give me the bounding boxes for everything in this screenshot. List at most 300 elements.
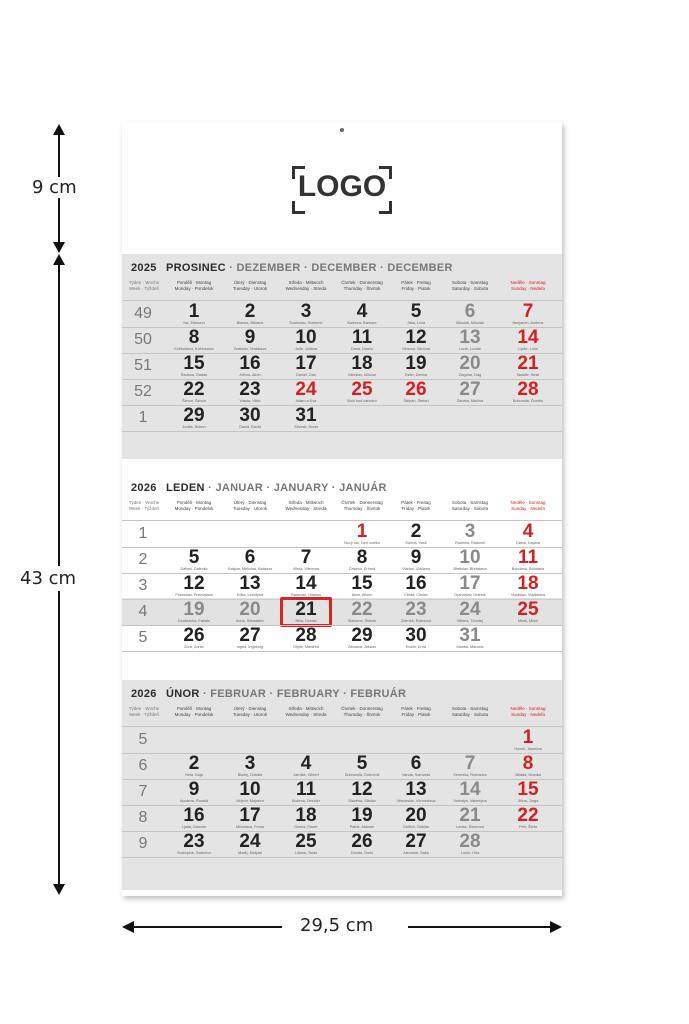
weekday-line2: Friday · Piatok [401, 506, 431, 511]
weekday-line2: Week · Týždeň [128, 712, 160, 717]
name-day: Silvestr, Horst [294, 425, 318, 429]
weekday-line1: Pondělí · Montag [176, 500, 212, 505]
day-cell [389, 806, 443, 830]
name-day: Milada, Hranka [515, 773, 541, 777]
name-day: Doubravka, Fabián [177, 619, 211, 623]
weekday-line2: Monday · Pondelok [174, 506, 214, 511]
day-number: 1 [188, 301, 200, 322]
day-cell [443, 380, 497, 404]
name-day: Blanka, Bibiana [236, 321, 264, 325]
name-day: Veronika, Romanka [453, 773, 487, 777]
day-number: 5 [410, 301, 422, 322]
name-day: Ingrid, Ingeborg [236, 645, 264, 649]
day-cell [222, 626, 278, 650]
day-cell [334, 754, 390, 778]
day-cell [222, 806, 278, 830]
name-day: Mikuláš, Mikuláš [456, 321, 484, 325]
day-cell [166, 328, 222, 352]
weekday-line2: Wednesday · Streda [285, 286, 327, 291]
month-panel [122, 254, 562, 459]
weekday-line2: Thursday · Štvrtok [343, 286, 381, 291]
day-number: 3 [244, 753, 256, 774]
day-cell [166, 354, 222, 378]
day-number: 25 [295, 831, 317, 852]
day-number: 3 [464, 521, 476, 542]
calendar-header [122, 122, 562, 254]
day-cell [222, 406, 278, 430]
weekday-line2: Wednesday · Streda [285, 712, 327, 717]
weekday-line2: Thursday · Štvrtok [343, 712, 381, 717]
name-day: Julie, Juliána [295, 347, 317, 351]
width-arrow-right [550, 921, 562, 933]
day-number: 30 [239, 405, 261, 426]
name-day: Štěpán, Štefan [403, 399, 429, 403]
day-cell [497, 328, 559, 352]
day-number: 26 [405, 379, 427, 400]
day-cell [497, 728, 559, 752]
weekday-line2: Monday · Pondelok [174, 286, 214, 291]
name-day: Vladislav, Vladislava [510, 593, 546, 597]
day-number: 23 [405, 599, 427, 620]
day-cell [389, 574, 443, 598]
month-year: 2026 [131, 482, 157, 494]
day-number: 27 [405, 831, 427, 852]
day-cell [443, 832, 497, 856]
name-day: Alice, Alison [351, 593, 373, 597]
week-number: 6 [138, 757, 148, 774]
name-day: Dorota, Doris [350, 851, 374, 855]
weekday-line1: Čtvrtek · Donnerstag [341, 280, 383, 285]
name-day: Albína, Albín [239, 373, 261, 377]
name-day: Judita, Nekon [182, 425, 206, 429]
name-day: Svatoslav, Svetomír [289, 321, 323, 325]
weekday-line1: Úterý · Dienstag [233, 500, 267, 505]
month-title [122, 254, 562, 280]
day-number: 31 [295, 405, 317, 426]
weekday-line1: Pátek · Freitag [401, 280, 431, 285]
name-day: Květoslava, Květoslava [174, 347, 214, 351]
day-number: 11 [351, 327, 373, 348]
day-number: 18 [295, 805, 317, 826]
day-number: 18 [351, 353, 373, 374]
day-number: 20 [405, 805, 427, 826]
day-number: 25 [517, 599, 539, 620]
day-cell [166, 780, 222, 804]
week-number: 1 [138, 525, 148, 542]
name-day: Boží hod vánoční [347, 399, 377, 403]
week-number: 50 [134, 331, 152, 348]
body-height-label: 43 cm [20, 568, 77, 589]
week-number: 8 [138, 809, 148, 826]
day-cell [443, 328, 497, 352]
day-number: 18 [517, 573, 539, 594]
day-number: 9 [244, 327, 256, 348]
day-cell [334, 780, 390, 804]
day-cell [278, 806, 334, 830]
day-cell [334, 548, 390, 572]
day-number: 8 [356, 547, 368, 568]
day-cell [497, 522, 559, 546]
day-number: 15 [183, 353, 205, 374]
day-cell [278, 380, 334, 404]
weekday-line1: Neděle · Sonntag [510, 706, 546, 711]
day-cell [389, 302, 443, 326]
day-number: 28 [459, 831, 481, 852]
day-cell [166, 626, 222, 650]
day-number: 19 [351, 805, 373, 826]
day-cell [497, 780, 559, 804]
name-day: Vratislav, Vratislava [233, 347, 267, 351]
header-divider [122, 726, 562, 727]
week-number: 3 [138, 577, 148, 594]
day-number: 23 [183, 831, 205, 852]
day-number: 22 [351, 599, 373, 620]
name-day: Pravoslav, Pravoslava [175, 593, 213, 597]
day-number: 14 [517, 327, 539, 348]
weekday-line1: Sobota · Samstag [451, 500, 489, 505]
day-number: 27 [239, 625, 261, 646]
day-cell [166, 806, 222, 830]
day-number: 22 [517, 805, 539, 826]
day-number: 9 [188, 779, 200, 800]
month-year: 2026 [131, 688, 157, 700]
name-day: Bohumila, Ďumbo [512, 399, 544, 403]
day-number: 19 [183, 599, 205, 620]
name-day: Milena, Timotej [457, 619, 483, 623]
header-divider [122, 300, 562, 301]
day-cell [334, 832, 390, 856]
name-day: Vanda, Samanta [401, 773, 430, 777]
day-number: 12 [405, 327, 427, 348]
day-number: 25 [351, 379, 373, 400]
name-day: Slavomír, Slávek [347, 619, 377, 623]
name-day: Radana, Radan [180, 373, 208, 377]
month-panel [122, 680, 562, 890]
day-cell [222, 780, 278, 804]
width-line-left [132, 926, 282, 928]
day-cell [497, 380, 559, 404]
name-day: Věnceslav, Věnceslava [396, 799, 436, 803]
day-number: 19 [405, 353, 427, 374]
day-cell [166, 302, 222, 326]
name-day: Běla, Dorota [295, 619, 317, 623]
day-cell [166, 380, 222, 404]
day-cell [166, 406, 222, 430]
name-day: Alexandr, Saša [403, 851, 429, 855]
day-number: 26 [351, 831, 373, 852]
name-day: Otýlie, Manfréd [293, 645, 319, 649]
week-divider [122, 651, 562, 652]
day-number: 11 [517, 547, 539, 568]
name-day: Oldřich, Oldrián [402, 825, 430, 829]
weekday-line1: Středa · Mittwoch [288, 500, 324, 505]
day-number: 20 [239, 599, 261, 620]
weekday-line1: Neděle · Sonntag [510, 500, 546, 505]
day-cell [389, 354, 443, 378]
day-cell [334, 380, 390, 404]
weekday-line1: Sobota · Samstag [451, 706, 489, 711]
weekday-line1: Týden · Woche [128, 706, 160, 711]
week-number: 4 [138, 603, 148, 620]
weekday-line2: Monday · Pondelok [174, 712, 214, 717]
day-number: 15 [517, 779, 539, 800]
day-cell [389, 600, 443, 624]
day-number: 2 [244, 301, 256, 322]
day-number: 6 [410, 753, 422, 774]
name-day: Miloslava, Frona [236, 825, 264, 829]
name-day: Natálie, Nesil [516, 373, 540, 377]
day-cell [497, 600, 559, 624]
day-number: 29 [351, 625, 373, 646]
name-day: Nela, Kaja [185, 773, 203, 777]
month-title [122, 680, 562, 706]
name-day: Mojmír, Mojmíra [236, 799, 264, 803]
name-day: Liliana, Taras [294, 851, 318, 855]
weekday-line1: Pátek · Freitag [401, 706, 431, 711]
day-number: 13 [239, 573, 261, 594]
day-cell [166, 832, 222, 856]
day-number: 17 [459, 573, 481, 594]
header-height-label: 9 cm [32, 177, 77, 198]
logo-placeholder [292, 166, 392, 214]
name-day: Daniel, Dan [296, 373, 316, 377]
day-number: 6 [464, 301, 476, 322]
name-day: David, Dávid [239, 425, 261, 429]
day-number: 21 [517, 353, 539, 374]
name-day: Jiřina, Jorga [517, 799, 539, 803]
day-cell [443, 754, 497, 778]
name-day: Petr, Štefa [519, 825, 537, 829]
name-day: Radmila, Radomil [455, 541, 485, 545]
day-cell [222, 380, 278, 404]
day-number: 10 [295, 327, 317, 348]
day-cell [389, 780, 443, 804]
day-cell [443, 574, 497, 598]
day-number: 23 [239, 379, 261, 400]
day-cell [222, 754, 278, 778]
name-day: Dana, Dančo [350, 347, 374, 351]
day-cell [443, 600, 497, 624]
day-cell [497, 754, 559, 778]
day-cell [278, 406, 334, 430]
weekday-line1: Pátek · Freitag [401, 500, 431, 505]
week-divider [122, 431, 562, 432]
current-day-marker[interactable] [280, 597, 332, 627]
day-cell [497, 354, 559, 378]
week-number: 2 [138, 551, 148, 568]
day-number: 26 [183, 625, 205, 646]
day-cell [389, 832, 443, 856]
month-name: ÚNOR [166, 688, 200, 700]
weekday-line1: Čtvrtek · Donnerstag [341, 500, 383, 505]
name-day: Ester, Darina [405, 373, 427, 377]
name-day: Adam a Eva [295, 399, 317, 403]
name-day: Lumír, Hira [460, 851, 480, 855]
day-cell [497, 574, 559, 598]
day-cell [222, 600, 278, 624]
day-cell [497, 806, 559, 830]
day-cell [278, 354, 334, 378]
name-day: Robin, Erna [405, 645, 427, 649]
month-name: PROSINEC [166, 262, 226, 274]
day-number: 10 [459, 547, 481, 568]
name-day: Zdislava, Zdislav [347, 645, 377, 649]
day-cell [278, 832, 334, 856]
name-day: Dobromila, Dobromil [344, 773, 380, 777]
hanging-hole [340, 128, 344, 132]
day-number: 8 [188, 327, 200, 348]
name-day: Dagmar, Dag [458, 373, 482, 377]
day-number: 9 [410, 547, 422, 568]
week-divider [122, 857, 562, 858]
logo-text: LOGO [297, 170, 387, 203]
name-day: Blažej, Dobald [237, 773, 263, 777]
day-number: 17 [295, 353, 317, 374]
day-cell [278, 574, 334, 598]
day-number: 16 [405, 573, 427, 594]
weekday-line1: Pondělí · Montag [176, 280, 212, 285]
day-number: 7 [300, 547, 312, 568]
day-cell [389, 522, 443, 546]
weekday-line2: Tuesday · Utorok [232, 712, 268, 717]
header-divider [122, 520, 562, 521]
day-cell [222, 302, 278, 326]
name-day: Vilma, Vilemína [292, 567, 320, 571]
month-other-names: · FEBRUAR · FEBRUARY · FEBRUÁR [199, 688, 407, 700]
name-day: Miloš, Miloň [517, 619, 539, 623]
name-day: Diana, Dajana [515, 541, 541, 545]
name-day: Ilona, Sebastián [236, 619, 264, 623]
day-cell [222, 832, 278, 856]
day-cell [334, 354, 390, 378]
name-day: Karina, Vasil [405, 541, 427, 545]
weekday-line2: Saturday · Sobota [451, 712, 489, 717]
day-cell [334, 600, 390, 624]
month-year: 2025 [131, 262, 157, 274]
weekday-line2: Tuesday · Utorok [232, 506, 268, 511]
name-day: Matěj, Matyáš [238, 851, 262, 855]
name-day: Benjamín, Ambróz [512, 321, 544, 325]
name-day: Radovan, Hilarius [291, 593, 321, 597]
name-day: Lýdie, Lívia [518, 347, 538, 351]
weekday-line2: Saturday · Sobota [451, 506, 489, 511]
day-number: 8 [522, 753, 534, 774]
weekday-line2: Sunday · Nedeľa [511, 506, 545, 511]
day-number: 17 [239, 805, 261, 826]
day-cell [497, 548, 559, 572]
day-cell [166, 574, 222, 598]
name-day: Hynek, Jasmína [514, 747, 542, 751]
weekday-line1: Středa · Mittwoch [288, 706, 324, 711]
day-cell [278, 328, 334, 352]
name-day: Lucie, Lucián [458, 347, 482, 351]
day-cell [166, 754, 222, 778]
day-number: 28 [517, 379, 539, 400]
week-number: 9 [138, 835, 148, 852]
name-day: Marika, Marcela [456, 645, 484, 649]
name-day: Miloslav, Miloval [348, 373, 376, 377]
name-day: Svatopluk, Svatobor [177, 851, 211, 855]
width-line-right [408, 926, 552, 928]
day-cell [443, 548, 497, 572]
day-number: 13 [459, 327, 481, 348]
day-number: 22 [183, 379, 205, 400]
day-number: 24 [239, 831, 261, 852]
day-cell [443, 522, 497, 546]
day-number: 2 [188, 753, 200, 774]
name-day: Jitka, Lívia [407, 321, 425, 325]
name-day: Vlasta, Viktó [239, 399, 261, 403]
day-number: 21 [459, 805, 481, 826]
day-cell [389, 548, 443, 572]
day-number: 21 [295, 599, 317, 620]
day-cell [389, 626, 443, 650]
day-number: 11 [295, 779, 317, 800]
day-number: 12 [351, 779, 373, 800]
name-day: Žaneta, Mačina [456, 399, 484, 403]
weekday-line2: Sunday · Nedeľa [511, 712, 545, 717]
day-number: 16 [183, 805, 205, 826]
week-number: 49 [134, 305, 152, 322]
weekday-line2: Thursday · Štvrtok [343, 506, 381, 511]
day-number: 4 [356, 301, 368, 322]
day-cell [443, 626, 497, 650]
day-cell [222, 574, 278, 598]
wall-calendar [122, 122, 562, 896]
name-day: Patrik, Manuel [349, 825, 375, 829]
day-cell [389, 380, 443, 404]
name-day: Kašpar, Melichar, Baltazar [227, 567, 273, 571]
day-number: 13 [405, 779, 427, 800]
name-day: Božena, Dezider [291, 799, 321, 803]
name-day: Jarmila, Gilbert [293, 773, 319, 777]
day-cell [334, 574, 390, 598]
day-cell [334, 626, 390, 650]
day-number: 24 [295, 379, 317, 400]
day-number: 14 [295, 573, 317, 594]
week-number: 7 [138, 783, 148, 800]
day-cell [389, 328, 443, 352]
name-day: Apolena, Ronald [179, 799, 209, 803]
day-number: 15 [351, 573, 373, 594]
weekday-line1: Pondělí · Montag [176, 706, 212, 711]
day-cell [334, 302, 390, 326]
day-number: 31 [459, 625, 481, 646]
day-number: 4 [300, 753, 312, 774]
weekday-line2: Saturday · Sobota [451, 286, 489, 291]
day-number: 20 [459, 353, 481, 374]
weekday-line2: Wednesday · Streda [285, 506, 327, 511]
day-cell [278, 626, 334, 650]
month-panel [122, 474, 562, 674]
weekday-line2: Tuesday · Utorok [232, 286, 268, 291]
day-cell [278, 780, 334, 804]
day-cell [278, 754, 334, 778]
day-number: 4 [522, 521, 534, 542]
day-cell [222, 548, 278, 572]
day-number: 12 [183, 573, 205, 594]
weekday-line1: Čtvrtek · Donnerstag [341, 706, 383, 711]
day-cell [443, 780, 497, 804]
day-number: 6 [244, 547, 256, 568]
day-number: 29 [183, 405, 205, 426]
weekday-line1: Týden · Woche [128, 500, 160, 505]
name-day: Ljuba, Danuše [181, 825, 207, 829]
week-number: 5 [138, 629, 148, 646]
name-day: Šimon, Šimon [182, 399, 206, 403]
weekday-line2: Sunday · Nedeľa [511, 286, 545, 291]
name-day: Bohdana, Bohdana [511, 567, 545, 571]
